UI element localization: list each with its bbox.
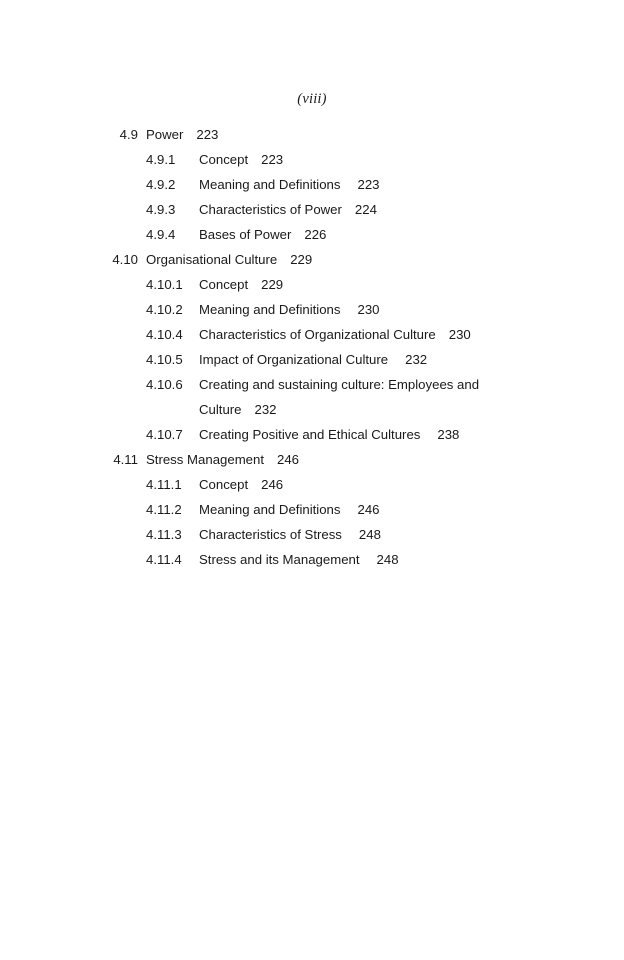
toc-entry-number: 4.11.1: [146, 477, 182, 492]
toc-entry[interactable]: [0, 172, 624, 197]
toc-entry-page-number: 246: [261, 477, 284, 492]
toc-entry-page-number: 230: [357, 302, 380, 317]
toc-entry-number: 4.9.3: [146, 202, 176, 217]
toc-entry-title: Concept: [199, 277, 249, 292]
toc-entry[interactable]: [0, 222, 624, 247]
toc-entry[interactable]: [0, 472, 624, 497]
toc-entry-number: 4.9.1: [146, 152, 176, 167]
toc-entry[interactable]: [0, 372, 624, 397]
toc-entry-page-number: 224: [354, 202, 377, 217]
page-folio-number: (viii): [297, 91, 327, 107]
toc-entry-page-number: 229: [290, 252, 313, 267]
toc-entry-page-number: 226: [304, 227, 327, 242]
toc-entry-page-number: 232: [405, 352, 428, 367]
toc-entry-page-number: 230: [448, 327, 471, 342]
toc-entry-page-number: 223: [261, 152, 284, 167]
toc-entry-number: 4.10: [112, 252, 138, 267]
toc-entry-number: 4.10.7: [146, 427, 183, 442]
toc-entry-title: Stress Management: [146, 452, 265, 467]
toc-entry-title: Organisational Culture: [146, 252, 278, 267]
toc-entry-number: 4.10.6: [146, 377, 183, 392]
toc-entry-page-number: 229: [261, 277, 284, 292]
toc-entry[interactable]: [0, 497, 624, 522]
toc-entry-number: 4.11.4: [146, 552, 182, 567]
toc-entry-title: Bases of Power: [199, 227, 292, 242]
toc-entry-number: 4.10.1: [146, 277, 183, 292]
toc-entry[interactable]: [0, 347, 624, 372]
toc-entry[interactable]: [0, 147, 624, 172]
toc-entry-number: 4.9.2: [146, 177, 176, 192]
toc-entry-number: 4.10.5: [146, 352, 183, 367]
toc-entry-title: Power: [146, 127, 184, 142]
toc-entry[interactable]: [0, 547, 624, 572]
toc-entry-page-number: 246: [277, 452, 300, 467]
toc-entry[interactable]: [0, 272, 624, 297]
toc-entry[interactable]: [0, 522, 624, 547]
toc-entry-number: 4.11.2: [146, 502, 182, 517]
toc-entry-page-number: 223: [196, 127, 219, 142]
toc-entry-title: Stress and its Management: [199, 552, 360, 567]
toc-entry-title: Creating Positive and Ethical Cultures: [199, 427, 421, 442]
toc-entry-page-number: 248: [358, 527, 381, 542]
toc-entry[interactable]: [0, 397, 624, 422]
toc-entry-title: Characteristics of Organizational Culture: [199, 327, 436, 342]
toc-entry-number: 4.10.2: [146, 302, 183, 317]
toc-entry-title: Meaning and Definitions: [199, 302, 341, 317]
toc-entry-title: Characteristics of Power: [199, 202, 342, 217]
toc-entry[interactable]: [0, 322, 624, 347]
table-of-contents: [0, 122, 624, 572]
toc-entry-title: Meaning and Definitions: [199, 502, 341, 517]
toc-entry-title: Concept: [199, 477, 249, 492]
toc-entry-title: Meaning and Definitions: [199, 177, 341, 192]
toc-entry-number: 4.9: [119, 127, 138, 142]
toc-entry-title: Creating and sustaining culture: Employees and: [199, 377, 480, 392]
toc-entry[interactable]: [0, 122, 624, 147]
toc-entry[interactable]: [0, 247, 624, 272]
toc-entry-number: 4.9.4: [146, 227, 176, 242]
toc-entry-title: Characteristics of Stress: [199, 527, 342, 542]
toc-entry-page-number: 246: [357, 502, 380, 517]
toc-entry-title: Impact of Organizational Culture: [199, 352, 389, 367]
toc-entry-page-number: 232: [254, 402, 277, 417]
toc-entry[interactable]: [0, 197, 624, 222]
toc-entry[interactable]: [0, 422, 624, 447]
toc-entry-page-number: 248: [376, 552, 399, 567]
toc-entry[interactable]: [0, 297, 624, 322]
toc-entry-number: 4.11: [113, 452, 138, 467]
toc-entry-number: 4.11.3: [146, 527, 182, 542]
toc-entry-title: Culture: [199, 402, 242, 417]
toc-entry-page-number: 238: [437, 427, 460, 442]
toc-entry[interactable]: [0, 447, 624, 472]
toc-entry-page-number: 223: [357, 177, 380, 192]
toc-entry-number: 4.10.4: [146, 327, 183, 342]
toc-entry-title: Concept: [199, 152, 249, 167]
